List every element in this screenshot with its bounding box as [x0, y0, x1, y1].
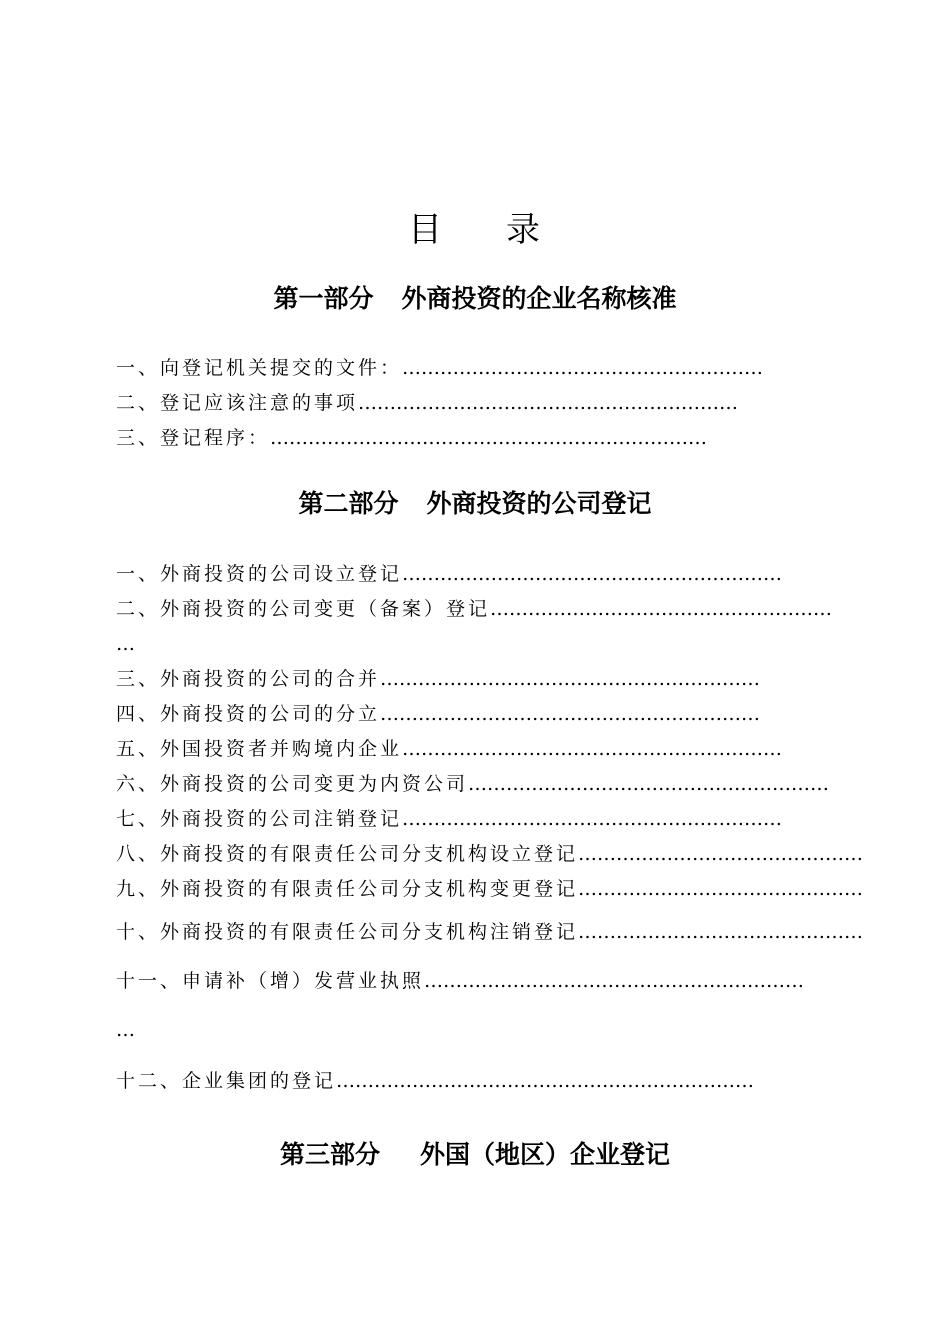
- part2-label: 第二部分: [298, 489, 399, 518]
- toc-entry-leader: …: [116, 633, 135, 655]
- toc-entry[interactable]: [116, 561, 782, 587]
- toc-title-first: 目: [408, 210, 444, 250]
- toc-entry[interactable]: [116, 736, 782, 762]
- toc-entry-leader: ………………………………………………: [490, 598, 833, 620]
- toc-entry-leader: ……………………………………………………: [424, 970, 805, 992]
- toc-entry-text: 八、外商投资的有限责任公司分支机构设立登记: [116, 843, 579, 865]
- toc-entry-text: 一、外商投资的公司设立登记: [116, 563, 403, 585]
- toc-entry-text: 四、外商投资的公司的分立: [116, 703, 381, 725]
- toc-entry-leader: …………………………………………………………: [336, 1070, 755, 1092]
- toc-entry-continuation: [116, 631, 135, 657]
- toc-entry-leader: ………………………………………: [578, 843, 864, 865]
- part3-heading: [0, 1138, 950, 1172]
- toc-entry-leader: ……………………………………………………: [358, 392, 739, 414]
- toc-entry[interactable]: [116, 355, 763, 381]
- toc-entry-text: 一、向登记机关提交的文件：: [116, 357, 403, 379]
- part2-heading: [0, 487, 950, 521]
- toc-entry-leader: ……………………………………………………: [380, 703, 761, 725]
- toc-entry[interactable]: [116, 1068, 754, 1094]
- toc-entry-text: 七、外商投资的公司注销登记: [116, 808, 403, 830]
- toc-entry[interactable]: [116, 701, 760, 727]
- toc-entry[interactable]: [116, 425, 707, 451]
- toc-entry[interactable]: [116, 596, 832, 622]
- toc-entry-text: 二、外商投资的公司变更（备案）登记: [116, 598, 491, 620]
- toc-entry-leader: ………………………………………: [578, 878, 864, 900]
- toc-entry-leader: …: [116, 1019, 135, 1041]
- toc-entry-leader: ……………………………………………………: [402, 808, 783, 830]
- toc-entry-continuation: [116, 1017, 135, 1043]
- part3-name: 外国（地区）企业登记: [420, 1140, 671, 1169]
- toc-entry[interactable]: [116, 919, 863, 945]
- toc-entry-text: 三、外商投资的公司的合并: [116, 668, 381, 690]
- toc-entry[interactable]: [116, 841, 863, 867]
- toc-entry-leader: ……………………………………………………: [402, 563, 783, 585]
- toc-entry-text: 三、登记程序：: [116, 427, 271, 449]
- toc-entry-leader: ……………………………………………………: [402, 738, 783, 760]
- toc-entry[interactable]: [116, 771, 829, 797]
- toc-title: [0, 208, 950, 252]
- toc-entry-leader: ………………………………………: [578, 921, 864, 943]
- part1-label: 第一部分: [273, 284, 374, 313]
- toc-entry-text: 五、外国投资者并购境内企业: [116, 738, 403, 760]
- toc-entry[interactable]: [116, 876, 863, 902]
- toc-entry-leader: …………………………………………………: [402, 357, 764, 379]
- toc-entry-leader: ……………………………………………………………: [270, 427, 708, 449]
- toc-entry-leader: ……………………………………………………: [380, 668, 761, 690]
- toc-entry-text: 十二、企业集团的登记: [116, 1070, 337, 1092]
- toc-entry-text: 二、登记应该注意的事项: [116, 392, 359, 414]
- toc-entry[interactable]: [116, 806, 782, 832]
- toc-entry-text: 十、外商投资的有限责任公司分支机构注销登记: [116, 921, 579, 943]
- toc-entry-text: 六、外商投资的公司变更为内资公司: [116, 773, 469, 795]
- toc-entry-leader: …………………………………………………: [468, 773, 830, 795]
- toc-entry[interactable]: [116, 968, 804, 994]
- toc-entry-text: 十一、申请补（增）发营业执照: [116, 970, 425, 992]
- toc-entry[interactable]: [116, 666, 760, 692]
- part3-label: 第三部分: [279, 1140, 380, 1169]
- part1-heading: [0, 282, 950, 316]
- part2-name: 外商投资的公司登记: [426, 489, 652, 518]
- toc-entry-text: 九、外商投资的有限责任公司分支机构变更登记: [116, 878, 579, 900]
- toc-title-second: 录: [506, 210, 542, 250]
- toc-entry[interactable]: [116, 390, 738, 416]
- part1-name: 外商投资的企业名称核准: [401, 284, 677, 313]
